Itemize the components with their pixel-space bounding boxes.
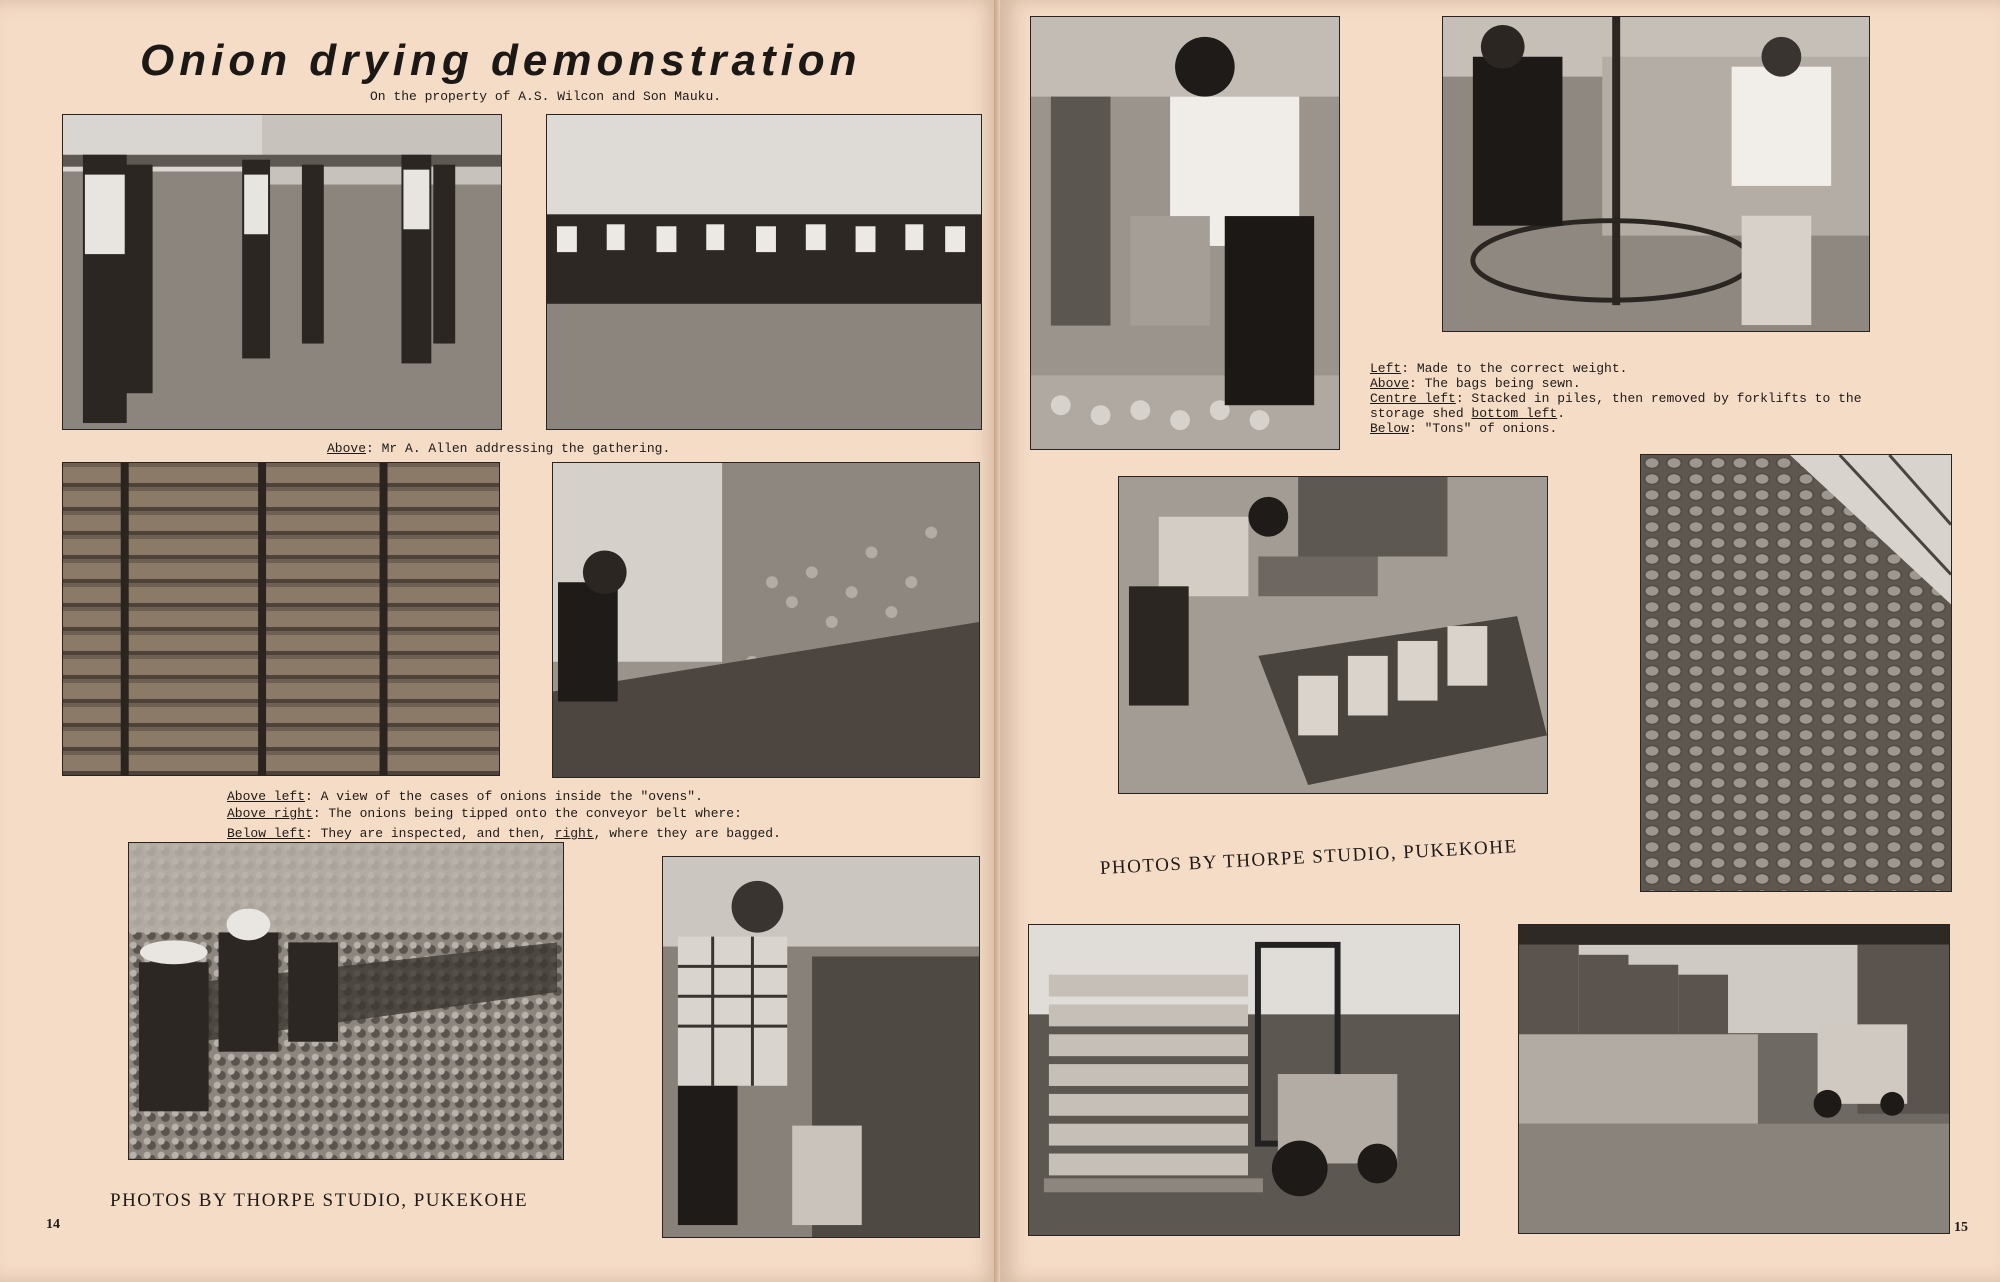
photo-storage-shed [1518,924,1950,1234]
caption-label: Above [1370,376,1410,391]
caption-text: : They are inspected, and then, [305,826,555,841]
photo-crates-ovens [62,462,500,776]
article-title: Onion drying demonstration [140,36,862,85]
photo-gathering-crowd [546,114,982,430]
caption-text: : "Tons" of onions. [1409,421,1558,436]
caption-text: : A view of the cases of onions inside the "ovens". [305,789,703,804]
caption-line [1370,421,1862,436]
page-number-left: 14 [46,1217,60,1232]
caption-text: , where they are bagged. [593,826,781,841]
caption-label: Above left [227,789,306,804]
caption-line [227,825,781,842]
caption-text: : The onions being tipped onto the conveyor belt where: [312,806,742,821]
caption-text: : Stacked in piles, then removed by forklifts to the [1455,391,1862,406]
photo-stacking-pallet [1118,476,1548,794]
photo-sewing-bags [1442,16,1870,332]
photo-conveyor-tipping [552,462,980,778]
caption-label: Below left [227,826,306,841]
caption-line [227,805,781,822]
caption-bagging-process [1370,361,1862,436]
caption-label: Centre left [1370,391,1456,406]
photo-bagging [662,856,980,1238]
photo-gathering-left [62,114,502,430]
caption-label: Left [1370,361,1402,376]
photo-forklift-bags [1028,924,1460,1236]
caption-ovens-conveyor [227,788,781,842]
right-page [1000,0,2000,1282]
caption-label: Below [1370,421,1410,436]
photo-weighing [1030,16,1340,450]
article-subtitle: On the property of A.S. Wilcon and Son Mauku. [370,89,722,104]
caption-gathering [327,441,670,456]
caption-label: Above [327,441,367,456]
caption-text: storage shed [1370,406,1472,421]
caption-text: : The bags being sewn. [1409,376,1581,391]
caption-label: Above right [227,806,313,821]
caption-label: bottom left [1471,406,1558,421]
caption-line [1370,376,1862,391]
caption-line [227,788,781,805]
photo-credit-left: PHOTOS BY THORPE STUDIO, PUKEKOHE [110,1190,529,1211]
caption-line [1370,391,1862,406]
photo-credit-right: PHOTOS BY THORPE STUDIO, PUKEKOHE [1099,836,1519,879]
photo-inspection-line [128,842,564,1160]
caption-label: right [554,826,594,841]
caption-line [1370,406,1862,421]
caption-text: : Mr A. Allen addressing the gathering. [366,441,671,456]
caption-line [1370,361,1862,376]
caption-text: : Made to the correct weight. [1401,361,1628,376]
photo-tons-of-onions [1640,454,1952,892]
caption-text: . [1557,406,1566,421]
page-number-right: 15 [1954,1220,1968,1235]
